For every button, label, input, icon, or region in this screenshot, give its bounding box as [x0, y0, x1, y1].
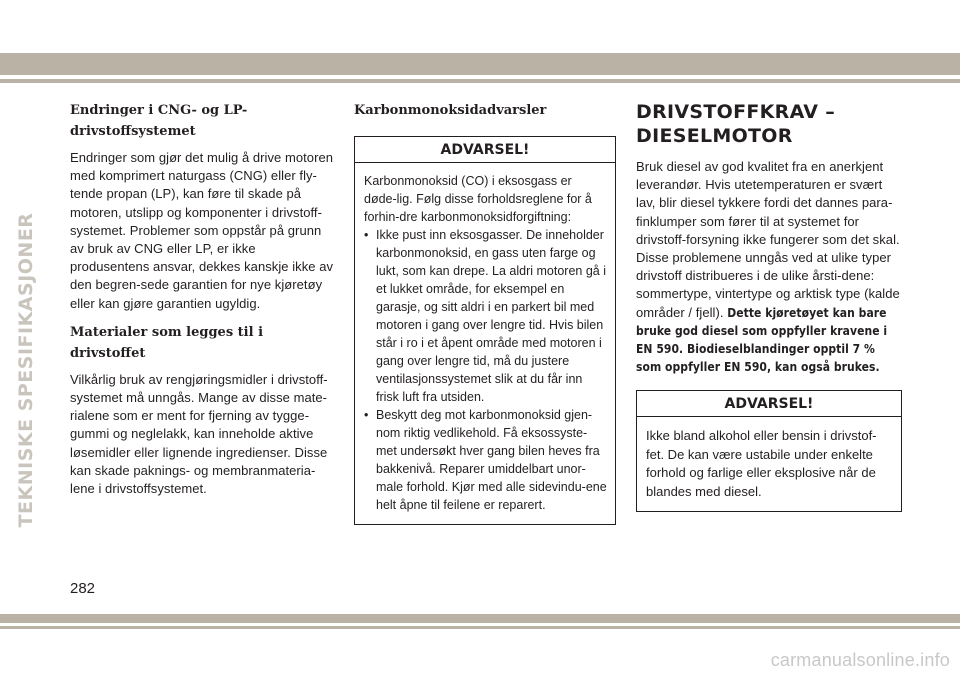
warning-title: ADVARSEL! — [355, 137, 615, 163]
header-rule — [0, 79, 960, 83]
column-3 — [636, 100, 902, 512]
column-2 — [354, 100, 616, 525]
warning-title: ADVARSEL! — [637, 391, 901, 417]
warning-text: Ikke bland alkohol eller bensin i drivstof-fet. De kan være ustabile under enkelte forhold og farlige eller eksplosive når de blandes med diesel. — [646, 428, 877, 499]
footer-band — [0, 614, 960, 623]
heading-fuel-additives: Materialer som legges til i drivstoffet — [70, 324, 264, 361]
paragraph-cng-lp: Endringer som gjør det mulig å drive motoren med komprimert naturgass (CNG) eller fly-tende propan (LP), kan føre til skade på motoren, utslipp og komponenter i drivstoff-systemet. Problemer som oppstår på grunn av bruk av CNG eller LP, er ikke produsentens ansvar, dekkes kanskje ikke av den begren-sede garantien for nye kjøretøy eller kan gjøre garantien ugyldig. — [70, 150, 334, 311]
header-band — [0, 53, 960, 75]
warning-intro: Karbonmonoksid (CO) i eksosgass er døde-lig. Følg disse forholdsreglene for å forhin-dre karbonmonoksidforgiftning: — [364, 174, 592, 224]
section-side-title-text: TEKNISKE SPESIFIKASJONER — [15, 212, 37, 528]
heading-co-warnings: Karbonmonoksidadvarsler — [354, 103, 547, 118]
paragraph-diesel-bold: Dette kjøretøyet kan bare bruke god diesel som oppfyller kravene i EN 590. Biodieselblandinger opptil 7 % som oppfyller EN 590, kan også brukes. — [636, 305, 888, 375]
warning-item-text: Ikke pust inn eksosgasser. De inneholder karbonmonoksid, en gass uten farge og lukt, som kan drepe. La aldri motoren gå i et lukket område, for eksempel en garasje, og sitt aldri i en parkert bil med motoren i gang over lengre tid. Hvis bilen står i ro i et åpent område med motoren i gang over lengre tid, må du justere ventilasjonssystemet slik at du får inn frisk luft fra utsiden. — [376, 228, 606, 404]
warning-box-diesel — [636, 390, 902, 512]
paragraph-fuel-additives: Vilkårlig bruk av rengjøringsmidler i drivstoff-systemet må unngås. Mange av disse mate-rialene som er ment for fjerning av tygge-gummi og neglelakk, kan inneholde aktive løsemidler eller lignende ingredienser. Disse kan skade paknings- og membranmateria-lene i drivstoffsystemet. — [70, 371, 328, 497]
bullet-icon: • — [364, 228, 369, 242]
warning-body — [355, 163, 615, 524]
page-number: 282 — [70, 580, 96, 597]
warning-item-text: Beskytt deg mot karbonmonoksid gjen-nom riktig vedlikehold. Få eksossyste-met undersøkt hver gang bilen heves fra bakkenivå. Reparer umiddelbart unor-male forhold. Kjør med alle sidevindu-ene helt åpne til feilene er reparert. — [376, 408, 607, 512]
column-1 — [70, 100, 334, 498]
heading-cng-lp: Endringer i CNG- og LP-drivstoffsystemet — [70, 103, 248, 139]
watermark: carmanualsonline.info — [770, 650, 950, 670]
bullet-icon: • — [364, 408, 369, 422]
warning-list — [364, 226, 607, 514]
paragraph-diesel — [636, 158, 902, 376]
paragraph-diesel-text: Bruk diesel av god kvalitet fra en anerkjent leverandør. Hvis utetemperaturen er svært lav, blir diesel tykkere fordi det dannes para-finklumper som fører til at systemet for drivstoff-forsyning ikke fungerer som det skal. Disse problemene unngås ved at ulike typer drivstoff distribueres i de ulike årsti-dene: sommertype, vintertype og arktisk type (kalde områder / fjell). — [636, 159, 900, 320]
footer-rule — [0, 626, 960, 629]
section-title-diesel: DRIVSTOFFKRAV – DIESELMOTOR — [636, 101, 836, 147]
warning-list-item — [364, 226, 607, 406]
warning-list-item — [364, 406, 607, 514]
warning-box-co — [354, 136, 616, 525]
